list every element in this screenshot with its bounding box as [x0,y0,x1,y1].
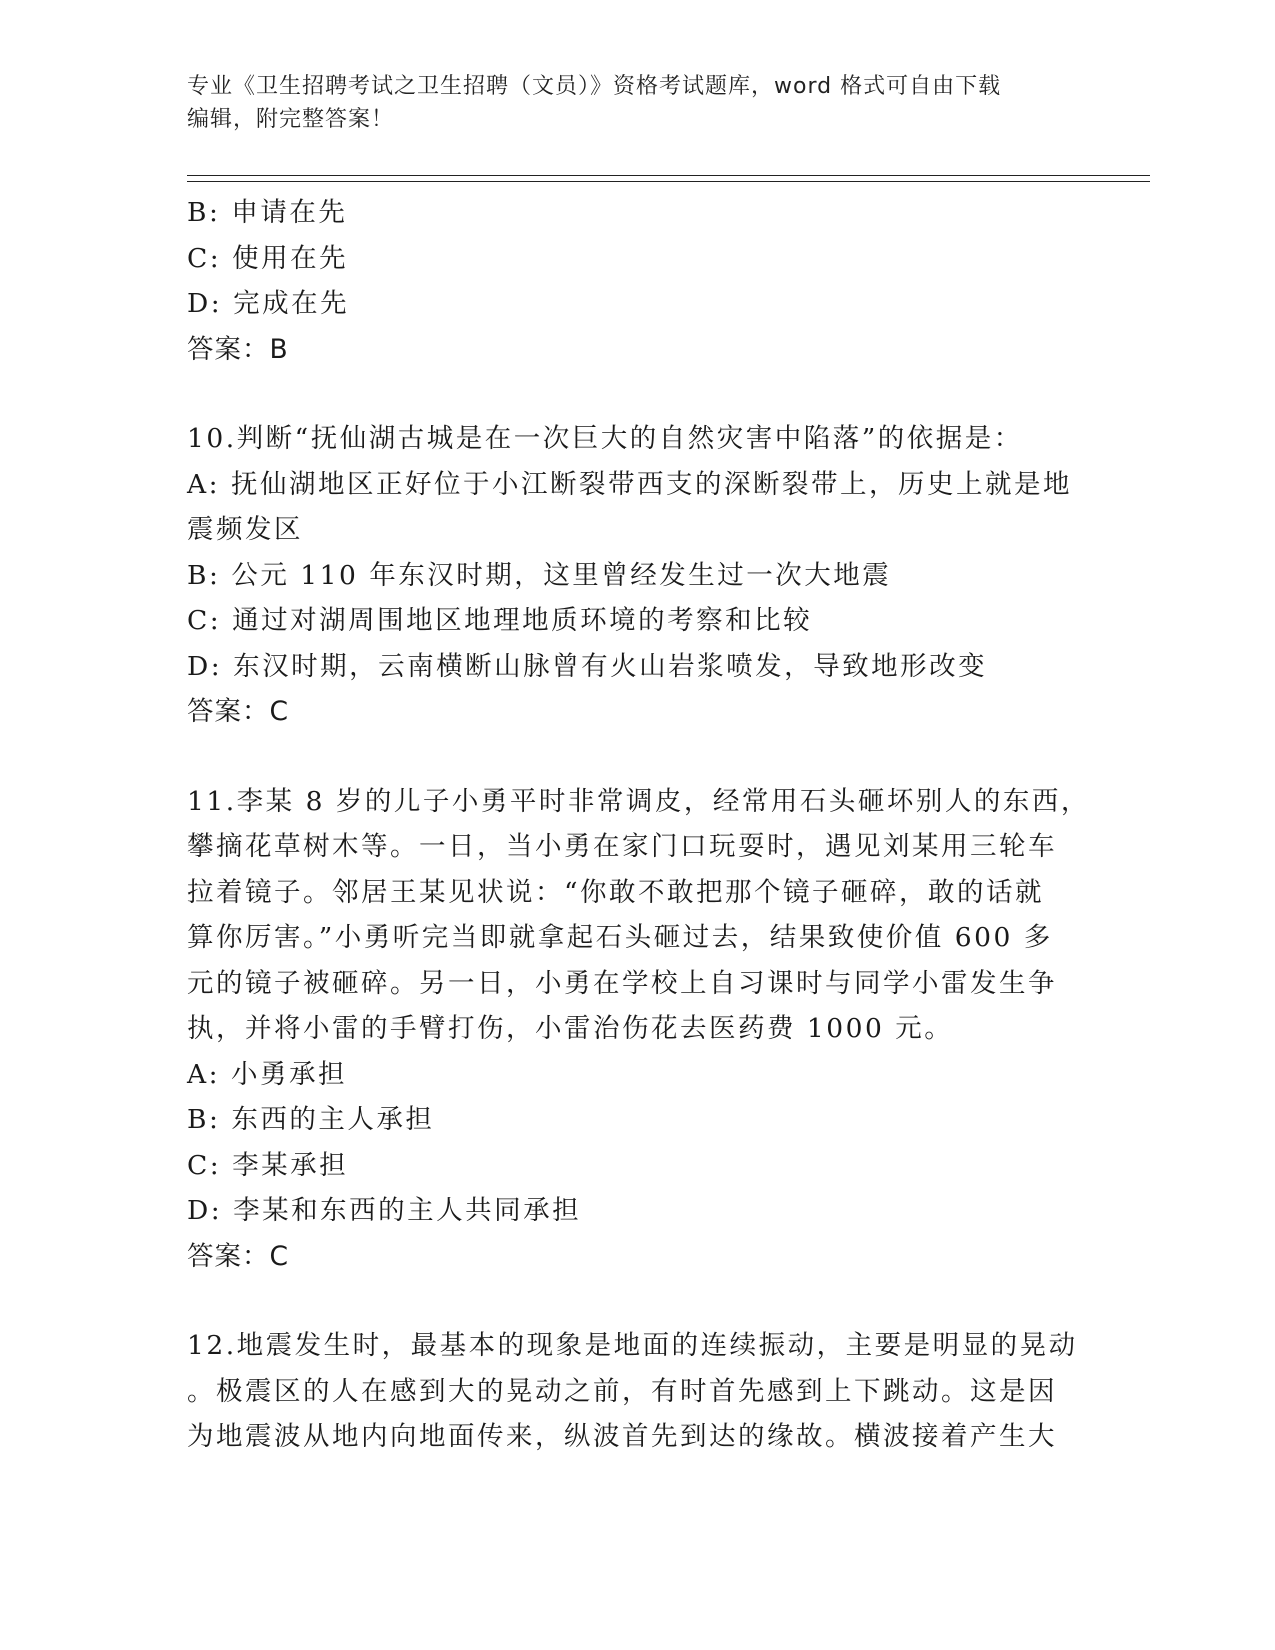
spacer [187,1279,1087,1323]
question-12-block [187,1323,1087,1460]
header-line-1: 专业《卫生招聘考试之卫生招聘（文员）》资格考试题库，word 格式可自由下载 [187,74,1002,99]
option-a-line-1: A: 抚仙湖地区正好位于小江断裂带西支的深断裂带上，历史上就是地 [187,468,1072,500]
option-c: C: 李某承担 [187,1149,349,1181]
question-stem-line: 为地震波从地内向地面传来，纵波首先到达的缘故。横波接着产生大 [187,1421,1057,1452]
question-stem-line: 11.李某 8 岁的儿子小勇平时非常调皮，经常用石头砸坏别人的东西， [187,785,1090,817]
header-divider-bottom [187,181,1150,182]
answer-label: 答案：C [187,696,290,727]
option-c: C: 通过对湖周围地区地理地质环境的考察和比较 [187,605,813,636]
answer-label: 答案：C [187,1240,290,1272]
question-stem-line: 攀摘花草树木等。一日，当小勇在家门口玩耍时，遇见刘某用三轮车 [187,831,1057,862]
question-10-block [187,416,1087,735]
option-b: B: 申请在先 [187,197,348,228]
question-11-block [187,779,1090,1280]
option-c: C: 使用在先 [187,242,349,274]
option-d: D: 完成在先 [187,288,350,319]
answer-label: 答案：B [187,333,289,365]
question-content [187,190,1090,1460]
spacer [187,735,1087,779]
question-stem-line: 12.地震发生时，最基本的现象是地面的连续振动，主要是明显的晃动 [187,1330,1078,1361]
question-9-block [187,190,1087,372]
option-b: B: 东西的主人承担 [187,1104,435,1135]
question-stem-line: 。极震区的人在感到大的晃动之前，有时首先感到上下跳动。这是因 [187,1375,1057,1407]
option-a: A: 小勇承担 [187,1058,347,1090]
header-line-2: 编辑，附完整答案！ [187,107,395,132]
spacer [187,372,1087,416]
question-stem-line: 算你厉害。”小勇听完当即就拿起石头砸过去，结果致使价值 600 多 [187,922,1053,953]
question-stem-line: 执，并将小雷的手臂打伤，小雷治伤花去医药费 1000 元。 [187,1013,954,1044]
document-header [187,70,1067,136]
option-b: B: 公元 110 年东汉时期，这里曾经发生过一次大地震 [187,559,892,591]
question-stem-line: 拉着镜子。邻居王某见状说：“你敢不敢把那个镜子砸碎，敢的话就 [187,876,1045,908]
option-d: D: 李某和东西的主人共同承担 [187,1195,582,1226]
question-stem: 10.判断“抚仙湖古城是在一次巨大的自然灾害中陷落”的依据是： [187,423,1023,454]
question-stem-line: 元的镜子被砸碎。另一日，小勇在学校上自习课时与同学小雷发生争 [187,967,1057,999]
option-a-line-2: 震频发区 [187,514,303,545]
option-d: D: 东汉时期，云南横断山脉曾有火山岩浆喷发，导致地形改变 [187,650,988,682]
header-divider-top [187,175,1150,176]
